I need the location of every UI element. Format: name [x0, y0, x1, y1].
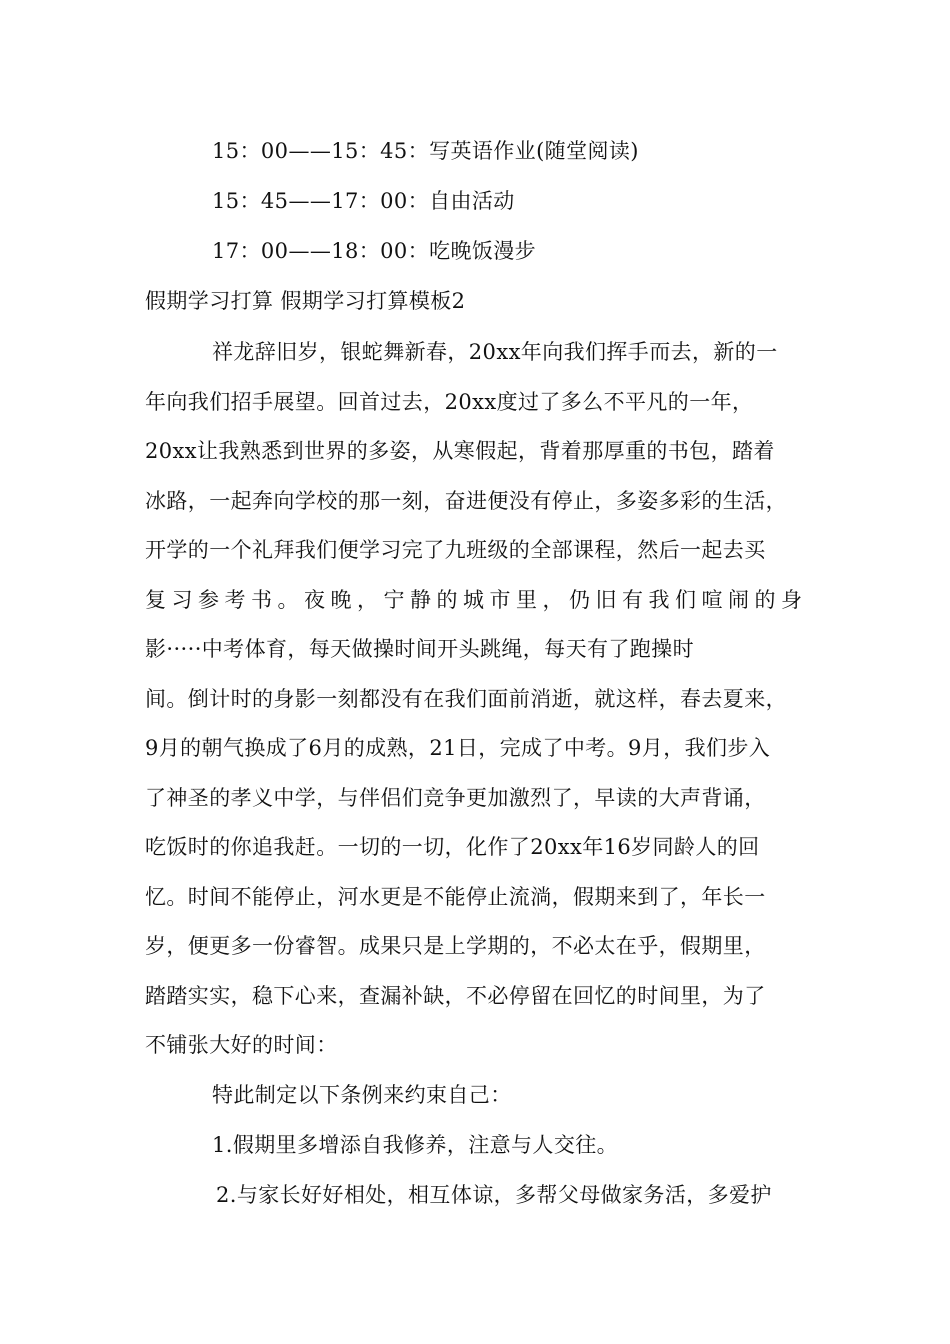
paragraph-line: 间。倒计时的身影一刻都没有在我们面前消逝，就这样，春去夏来， [145, 687, 787, 711]
paragraph-line: 复习参考书。夜晚，宁静的城市里，仍旧有我们喧闹的身 [145, 588, 808, 612]
paragraph-line: 影·····中考体育，每天做操时间开头跳绳，每天有了跑操时 [145, 637, 694, 661]
paragraph-line: 了神圣的孝义中学，与伴侣们竞争更加激烈了，早读的大声背诵， [145, 786, 766, 810]
paragraph-line: 踏踏实实，稳下心来，查漏补缺，不必停留在回忆的时间里，为了 [145, 984, 766, 1008]
paragraph-line: 吃饭时的你追我赶。一切的一切，化作了20xx年16岁同龄人的回 [145, 835, 760, 859]
paragraph-line: 开学的一个礼拜我们便学习完了九班级的全部课程，然后一起去买 [145, 538, 766, 562]
schedule-line: 15：45——17：00：自由活动 [212, 189, 515, 213]
section-title: 假期学习打算 假期学习打算模板2 [145, 289, 466, 313]
paragraph-line: 20xx让我熟悉到世界的多姿，从寒假起，背着那厚重的书包，踏着 [145, 439, 775, 463]
paragraph-line: 冰路，一起奔向学校的那一刻，奋进便没有停止，多姿多彩的生活， [145, 489, 787, 513]
paragraph-line: 9月的朝气换成了6月的成熟，21日，完成了中考。9月，我们步入 [145, 736, 771, 760]
paragraph-line: 忆。时间不能停止，河水更是不能停止流淌，假期来到了，年长一 [145, 885, 766, 909]
paragraph-line: 祥龙辞旧岁，银蛇舞新春，20xx年向我们挥手而去，新的一 [212, 340, 778, 364]
rule-item: 2.与家长好好相处，相互体谅，多帮父母做家务活，多爱护 [216, 1183, 772, 1207]
paragraph-line: 年向我们招手展望。回首过去，20xx度过了多么不平凡的一年， [145, 390, 754, 414]
rules-intro: 特此制定以下条例来约束自己： [212, 1083, 512, 1107]
schedule-line: 15：00——15：45：写英语作业(随堂阅读) [212, 139, 639, 163]
rule-item: 1.假期里多增添自我修养，注意与人交往。 [212, 1133, 619, 1157]
schedule-line: 17：00——18：00：吃晚饭漫步 [212, 239, 537, 263]
paragraph-line: 岁，便更多一份睿智。成果只是上学期的，不必太在乎，假期里， [145, 934, 766, 958]
paragraph-line: 不铺张大好的时间： [145, 1033, 338, 1057]
